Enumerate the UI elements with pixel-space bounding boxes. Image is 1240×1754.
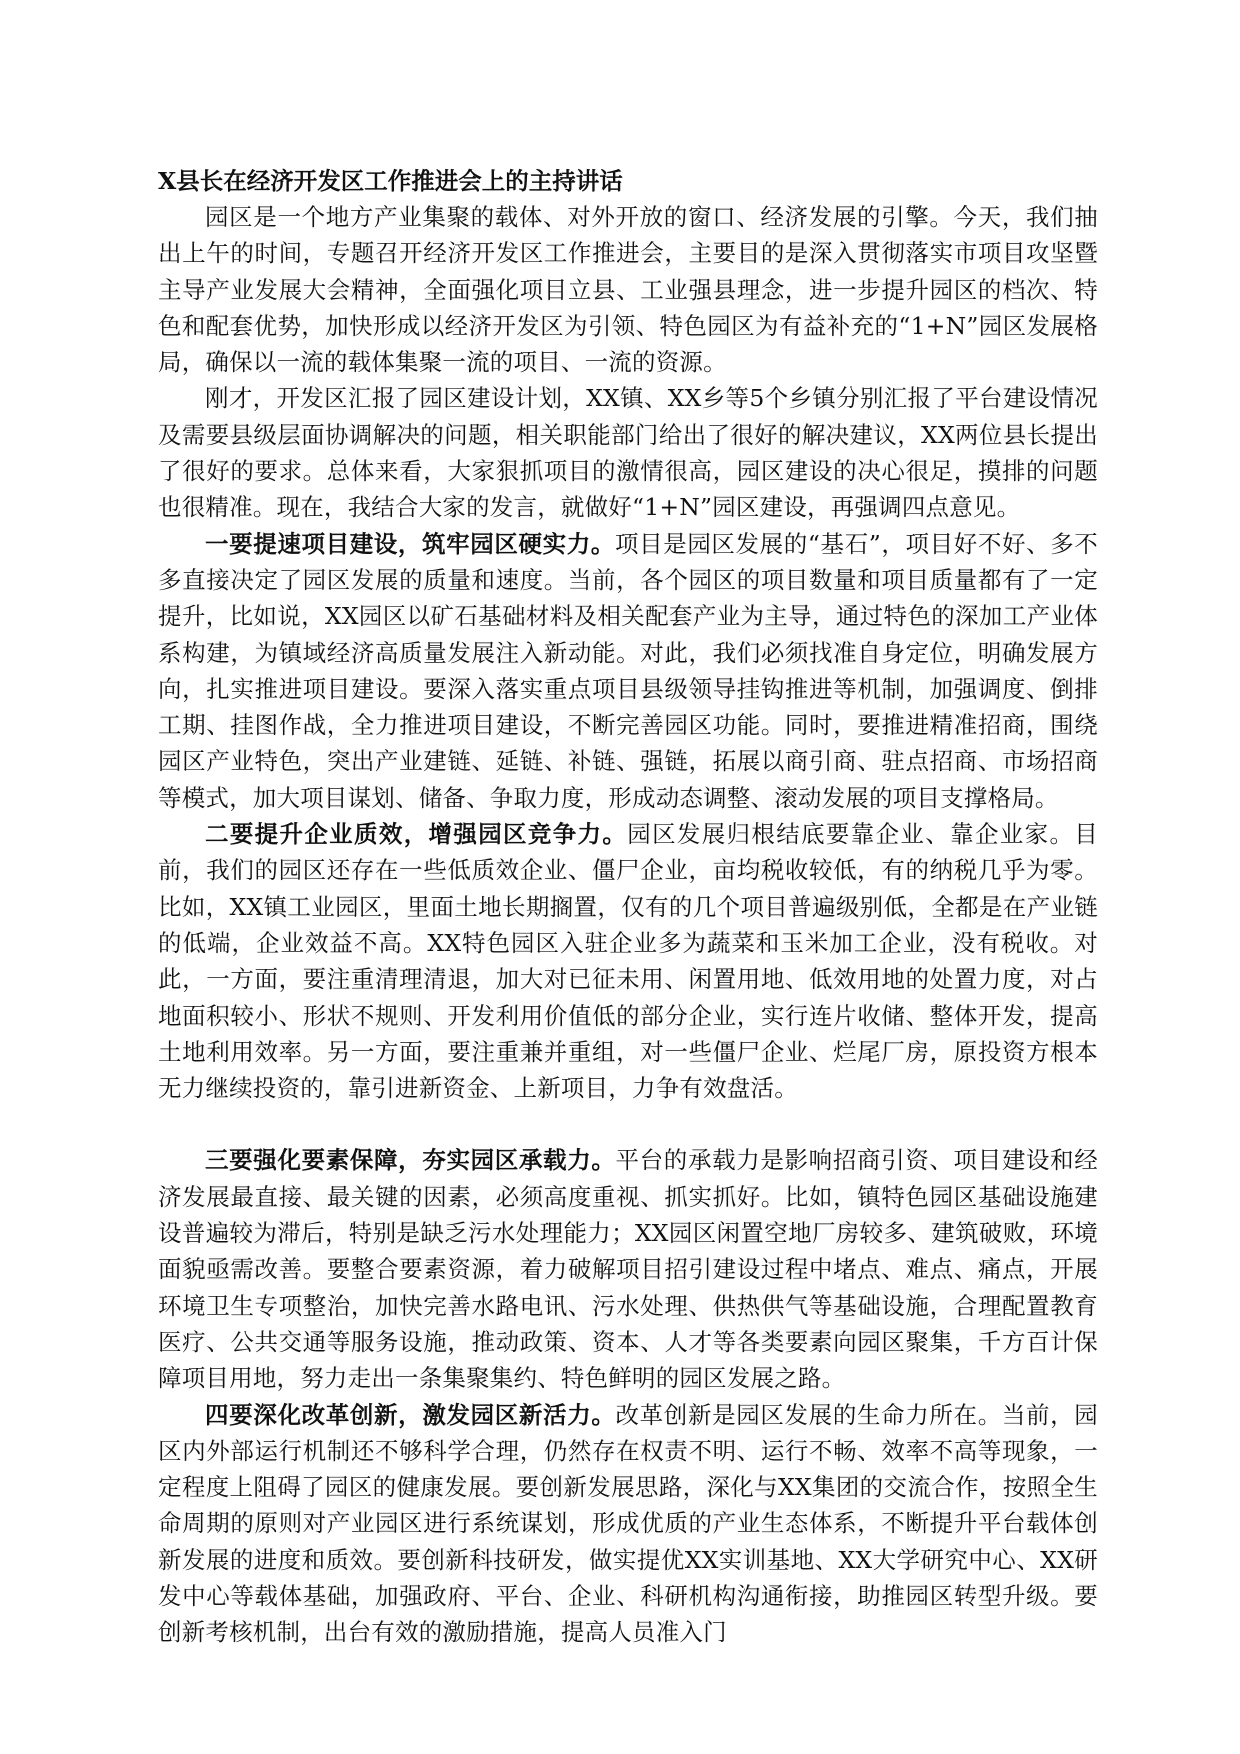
- intro-paragraph-1: 园区是一个地方产业集聚的载体、对外开放的窗口、经济发展的引擎。今天，我们抽出上午的时间，专题召开经济开发区工作推进会，主要目的是深入贯彻落实市项目攻坚暨主导产业发展大会精神，全面强化项目立县、工业强县理念，进一步提升园区的档次、特色和配套优势，加快形成以经济开发区为引领、特色园区为有益补充的“1+N”园区发展格局，确保以一流的载体集聚一流的项目、一流的资源。: [158, 203, 1098, 377]
- blank-line: [158, 1106, 1098, 1142]
- section-heading-4: 四要深化改革创新，激发园区新活力。: [205, 1400, 616, 1429]
- section-heading-2: 二要提升企业质效，增强园区竞争力。: [205, 820, 628, 849]
- document-title: X县长在经济开发区工作推进会上的主持讲话: [158, 167, 623, 195]
- section-heading-1: 一要提速项目建设，筑牢园区硬实力。: [205, 529, 615, 558]
- section-paragraph-4: [158, 1397, 1098, 1651]
- intro-paragraph-2: 刚才，开发区汇报了园区建设计划，XX镇、XX乡等5个乡镇分别汇报了平台建设情况及需要县级层面协调解决的问题，相关职能部门给出了很好的解决建议，XX两位县长提出了很好的要求。总体来看，大家狠抓项目的激情很高，园区建设的决心很足，摸排的问题也很精准。现在，我结合大家的发言，就做好“1+N”园区建设，再强调四点意见。: [158, 384, 1098, 522]
- section-body-1: 项目是园区发展的“基石”，项目好不好、多不多直接决定了园区发展的质量和速度。当前，各个园区的项目数量和项目质量都有了一定提升，比如说，XX园区以矿石基础材料及相关配套产业为主导，通过特色的深加工产业体系构建，为镇域经济高质量发展注入新动能。对此，我们必须找准自身定位，明确发展方向，扎实推进项目建设。要深入落实重点项目县级领导挂钩推进等机制，加强调度、倒排工期、挂图作战，全力推进项目建设，不断完善园区功能。同时，要推进精准招商，围绕园区产业特色，突出产业建链、延链、补链、强链，拓展以商引商、驻点招商、市场招商等模式，加大项目谋划、储备、争取力度，形成动态调整、滚动发展的项目支撑格局。: [158, 529, 1098, 812]
- section-paragraph-1: [158, 526, 1098, 816]
- document-body: [158, 163, 1098, 1651]
- section-body-4: 改革创新是园区发展的生命力所在。当前，园区内外部运行机制还不够科学合理，仍然存在权责不明、运行不畅、效率不高等现象，一定程度上阻碍了园区的健康发展。要创新发展思路，深化与XX集团的交流合作，按照全生命周期的原则对产业园区进行系统谋划，形成优质的产业生态体系，不断提升平台载体创新发展的进度和质效。要创新科技研发，做实提优XX实训基地、XX大学研究中心、XX研发中心等载体基础，加强政府、平台、企业、科研机构沟通衔接，助推园区转型升级。要创新考核机制，出台有效的激励措施，提高人员准入门: [158, 1400, 1098, 1647]
- section-paragraph-3: [158, 1142, 1098, 1396]
- section-body-2: 园区发展归根结底要靠企业、靠企业家。目前，我们的园区还存在一些低质效企业、僵尸企业，亩均税收较低，有的纳税几乎为零。比如，XX镇工业园区，里面土地长期搁置，仅有的几个项目普遍级别低，全都是在产业链的低端，企业效益不高。XX特色园区入驻企业多为蔬菜和玉米加工企业，没有税收。对此，一方面，要注重清理清退，加大对已征未用、闲置用地、低效用地的处置力度，对占地面积较小、形状不规则、开发利用价值低的部分企业，实行连片收储、整体开发，提高土地利用效率。另一方面，要注重兼并重组，对一些僵尸企业、烂尾厂房，原投资方根本无力继续投资的，靠引进新资金、上新项目，力争有效盘活。: [158, 820, 1098, 1103]
- section-body-3: 平台的承载力是影响招商引资、项目建设和经济发展最直接、最关键的因素，必须高度重视、抓实抓好。比如，镇特色园区基础设施建设普遍较为滞后，特别是缺乏污水处理能力；XX园区闲置空地厂房较多、建筑破败，环境面貌亟需改善。要整合要素资源，着力破解项目招引建设过程中堵点、难点、痛点，开展环境卫生专项整治，加快完善水路电讯、污水处理、供热供气等基础设施，合理配置教育医疗、公共交通等服务设施，推动政策、资本、人才等各类要素向园区聚集，千方百计保障项目用地，努力走出一条集聚集约、特色鲜明的园区发展之路。: [158, 1146, 1098, 1393]
- section-paragraph-2: [158, 816, 1098, 1106]
- section-heading-3: 三要强化要素保障，夯实园区承载力。: [205, 1146, 616, 1175]
